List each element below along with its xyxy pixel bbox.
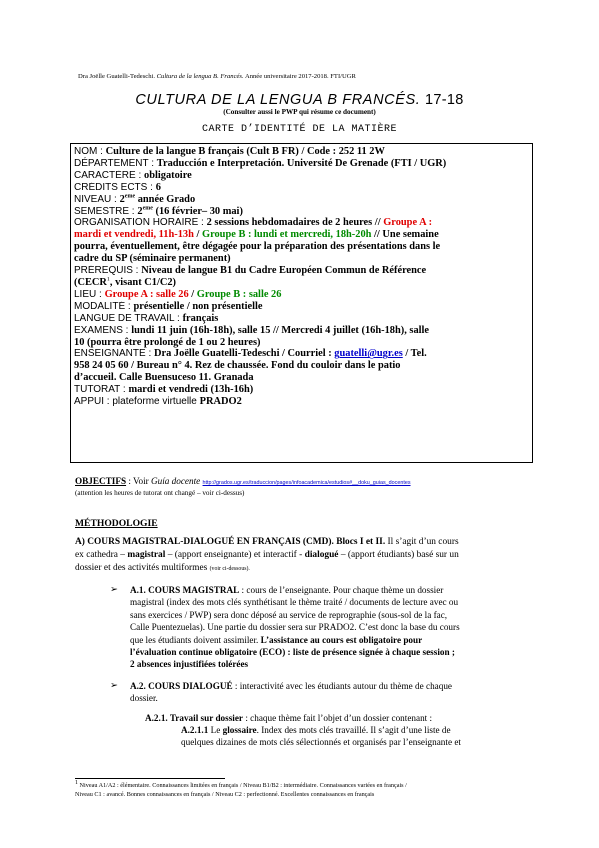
row-niveau: NIVEAU : 2ème année Grado <box>74 193 196 205</box>
row-tutorat: TUTORAT : mardi et vendredi (13h-16h) <box>74 384 254 396</box>
row-enseignante-2: 958 24 05 60 / Bureau n° 4. Rez de chaussée. Fond du couloir dans le patio <box>74 360 401 372</box>
row-caractere: CARACTÈRE : obligatoire <box>74 169 192 181</box>
section-a21: A.2.1. Travail sur dossier : chaque thème fait l’objet d’un dossier contenant : <box>145 713 433 723</box>
row-semestre: SEMESTRE : 2ème (16 février– 30 mai) <box>74 205 243 217</box>
row-organisation-2: mardi et vendredi, 11h-13h / Groupe B : lundi et mercredi, 18h-20h // Une semaine <box>74 229 439 241</box>
section-a2: A.2. COURS DIALOGUÉ : interactivité avec les étudiants autour du thème de chaque dossier. <box>130 681 453 704</box>
section-a-line1: A) COURS MAGISTRAL-DIALOGUÉ EN FRANÇAIS (CMD). Blocs I et II. Il s’agit d’un cours <box>75 537 459 547</box>
row-modalite: MODALITÉ : présentielle / non présentielle <box>74 300 263 312</box>
header-course: Cultura de la lengua B. Francés. <box>156 73 244 80</box>
row-organisation-4: cadre du SP (séminaire permanent) <box>74 253 231 265</box>
row-enseignante: ENSEIGNANTE : Dra Joëlle Guatelli-Tedeschi / Courriel : guatelli@ugr.es / Tel. <box>74 348 427 360</box>
document-subtitle: (Consulter aussi le PWP qui résume ce document) <box>223 108 376 116</box>
section-title-carte: CARTE D’IDENTITÉ DE LA MATIÈRE <box>201 124 398 135</box>
header-author: Dra Joëlle Guatelli-Tedeschi. <box>78 73 155 80</box>
guia-docente: Guía docente <box>151 476 201 486</box>
row-credits: CRÉDITS ECTS : 6 <box>74 181 161 193</box>
section-a211: A.2.1.1 Le glossaire. Index des mots clés travaillé. Il s’agit d’une liste de quelques dizaines de mots clés sélectionnés et organisés par l’enseignante et <box>181 725 461 748</box>
identity-card-box <box>70 143 533 463</box>
footnote-divider <box>75 778 225 779</box>
objectifs-label: OBJECTIFS <box>75 476 127 486</box>
section-a1: A.1. COURS MAGISTRAL : cours de l’enseignante. Pour chaque thème un dossier magistral (index des mots clés synthétisant le thème traité / documents de lecture avec ou sans exercices / PWP) sera donc déposé au service de reprographie (sous-sol de la fac, Calle Puentezuelas). Une partie du dossier sera sur PRADO2. C’est donc la base du cours que les étudiants doivent assimiler. L’assistance au cours est obligatoire pour l’évaluation continue obligatoire (ECO) : liste de présence signée à chaque session ; 2 absences injustifiées tolérées <box>130 585 460 670</box>
footnote-ref: 1 <box>106 276 110 283</box>
row-organisation: ORGANISATION HORAIRE : 2 sessions hebdomadaires de 2 heures // Groupe A : <box>74 217 433 229</box>
row-organisation-3: pourra, éventuellement, être dégagée pour la préparation des présentations dans le <box>74 241 441 253</box>
row-lieu: LIEU : Groupe A : salle 26 / Groupe B : salle 26 <box>74 288 282 300</box>
section-a-line3: dossier et des activités multiformes (voir ci-dessous). <box>75 563 250 573</box>
arrow-bullet-icon: ➢ <box>110 680 119 691</box>
row-prerequis-2: (CECR$^1$, visant C1/C2) <box>74 276 177 288</box>
email-link[interactable]: guatelli@ugr.es <box>334 348 403 360</box>
row-langue: LANGUE DE TRAVAIL : français <box>74 312 219 324</box>
objectifs-line: OBJECTIFS : Voir Guía docente http://grados.ugr.es/traduccion/pages/infoacademica/estudios#__doku_guias_docentes <box>75 476 411 486</box>
a2-label: A.2. COURS DIALOGUÉ <box>130 681 233 691</box>
row-examens: EXAMENS : lundi 11 juin (16h-18h), salle 15 // Mercredi 4 juillet (16h-18h), salle <box>74 324 430 336</box>
row-nom: NOM : Culture de la langue B français (Cult B FR) / Code : 252 11 2W <box>74 146 385 157</box>
arrow-bullet-icon: ➢ <box>110 584 119 595</box>
guia-docente-link[interactable]: http://grados.ugr.es/traduccion/pages/infoacademica/estudios#__doku_guias_docentes <box>202 480 411 486</box>
footnote: $^1$ Niveau A1/A2 : élémentaire. Connaissances limitées en français / Niveau B1/B2 : intermédiaire. Connaissances variées en français / Niveau C1 : avancé. Bonnes connaissances en français / Niveau C2 : perfectionné. Excellentes connaissances en français <box>75 779 407 799</box>
row-prerequis: PRÉREQUIS : Niveau de langue B1 du Cadre Européen Commun de Référence <box>74 265 427 277</box>
header-year: Année universitaire 2017-2018. FTI/UGR <box>244 73 356 80</box>
row-appui: APPUI : plateforme virtuelle PRADO2 <box>74 396 242 408</box>
section-a-line2: ex cathedra – magistral – (apport enseignante) et interactif - dialogué – (apport étudiants) basé sur un <box>75 550 459 560</box>
running-header <box>78 73 356 80</box>
title-main: CULTURA DE LA LENGUA B FRANCÉS. <box>135 92 421 108</box>
methodologie-heading: MÉTHODOLOGIE <box>75 518 158 529</box>
row-enseignante-3: d’accueil. Calle Buensuceso 11. Granada <box>74 372 254 384</box>
row-departement: DÉPARTEMENT : Traducción e Interpretación. Université De Grenade (FTI / UGR) <box>74 157 447 169</box>
title-year: 17-18 <box>425 92 464 108</box>
a1-label: A.1. COURS MAGISTRAL <box>130 585 240 595</box>
row-examens-2: 10 (pourra être prolongé de 1 ou 2 heures) <box>74 336 261 348</box>
objectifs-note: (attention les heures de tutorat ont changé – voir ci-dessus) <box>75 489 245 497</box>
document-title <box>0 92 599 108</box>
